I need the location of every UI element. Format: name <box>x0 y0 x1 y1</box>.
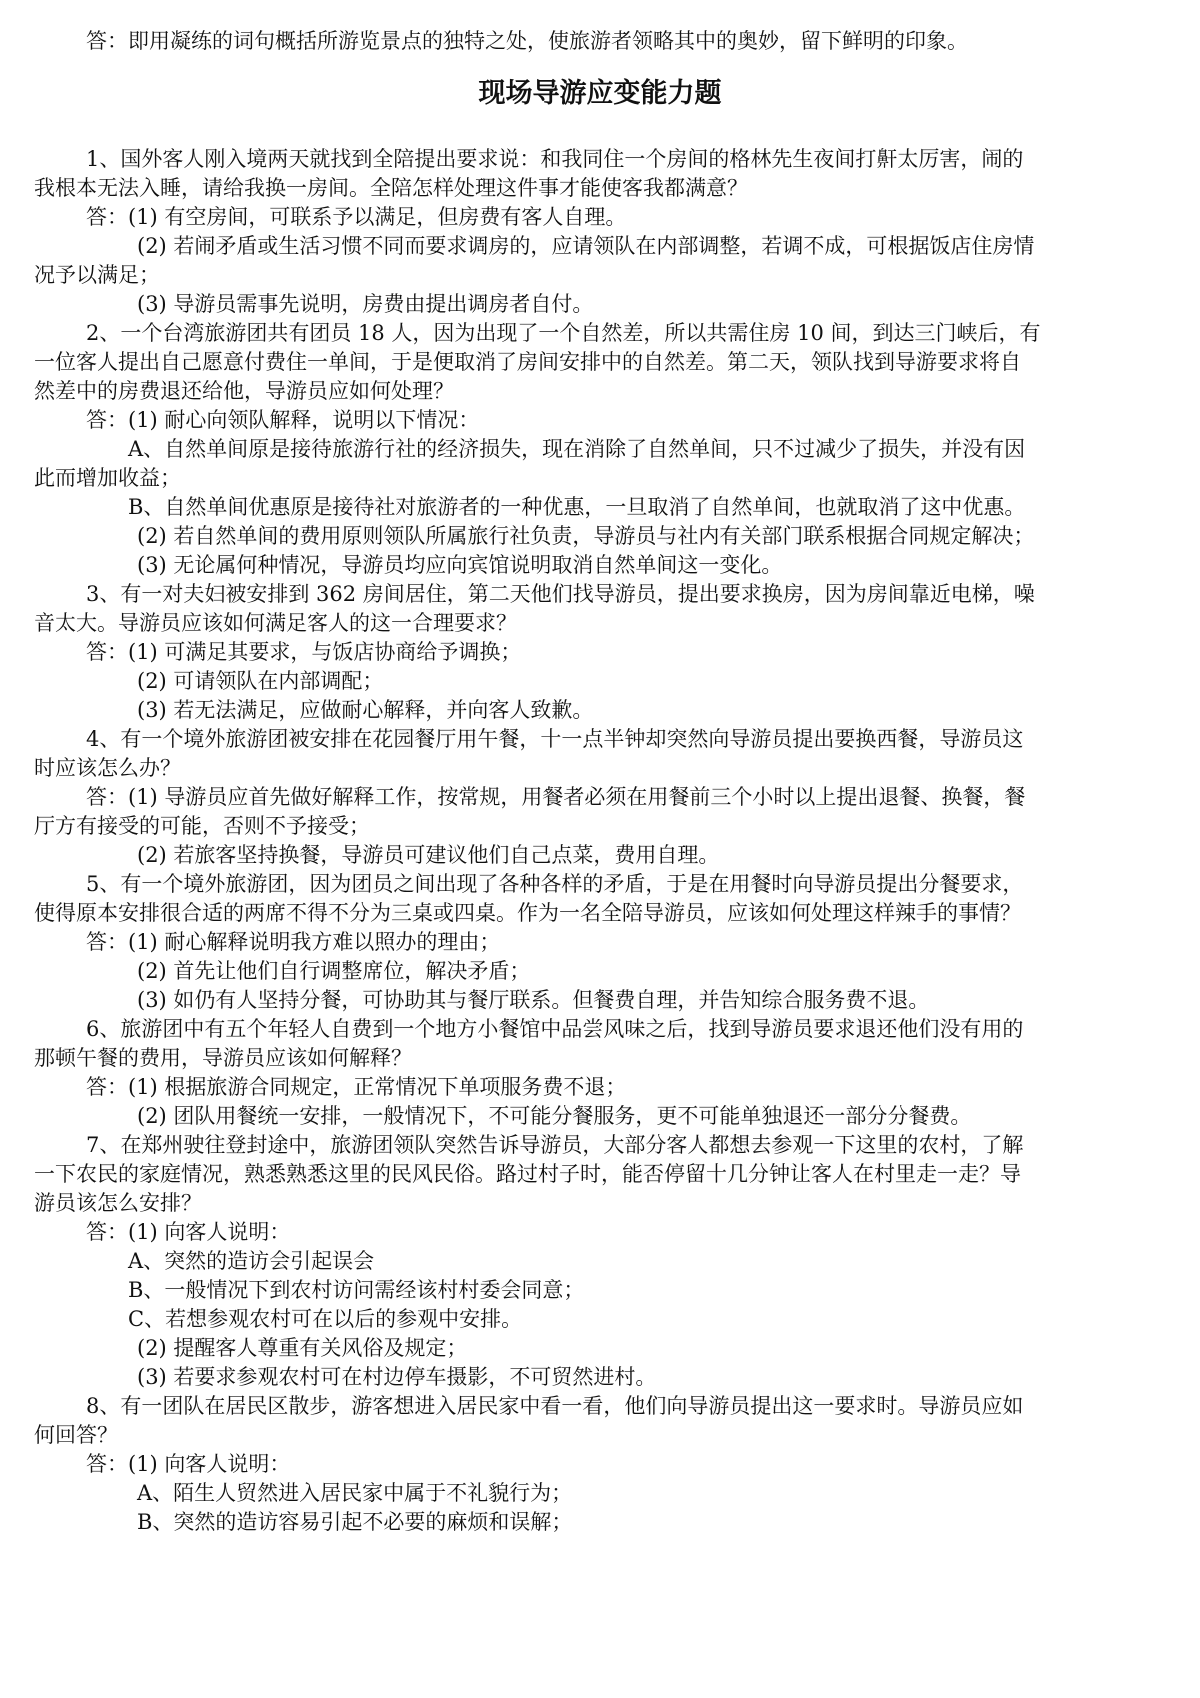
question-7-line-1: 7、在郑州驶往登封途中，旅游团领队突然告诉导游员，大部分客人都想去参观一下这里的农村，了解 <box>86 1133 1024 1157</box>
answer-3-item-3: (3) 若无法满足，应做耐心解释，并向客人致歉。 <box>137 698 594 722</box>
answer-3-item-2: (2) 可请领队在内部调配； <box>137 669 384 693</box>
answer-7-item-2: (2) 提醒客人尊重有关风俗及规定； <box>137 1336 468 1360</box>
question-8-line-1: 8、有一团队在居民区散步，游客想进入居民家中看一看，他们向导游员提出这一要求时。导游员应如 <box>86 1394 1024 1418</box>
answer-2-item-1b: B、自然单间优惠原是接待社对旅游者的一种优惠，一旦取消了自然单间，也就取消了这中优惠。 <box>128 495 1026 519</box>
question-7-line-2: 一下农民的家庭情况，熟悉熟悉这里的民风民俗。路过村子时，能否停留十几分钟让客人在村里走一走？导 <box>34 1162 1021 1186</box>
answer-6-item-2: (2) 团队用餐统一安排，一般情况下，不可能分餐服务，更不可能单独退还一部分分餐费。 <box>137 1104 972 1128</box>
answer-8-item-1a: A、陌生人贸然进入居民家中属于不礼貌行为； <box>137 1481 573 1505</box>
answer-2-item-3: (3) 无论属何种情况，导游员均应向宾馆说明取消自然单间这一变化。 <box>137 553 783 577</box>
question-2-line-3: 然差中的房费退还给他，导游员应如何处理？ <box>34 379 454 403</box>
intro-answer-line: 答：即用凝练的词句概括所游览景点的独特之处，使旅游者领略其中的奥妙，留下鲜明的印象。 <box>86 29 968 53</box>
answer-2-item-2: (2) 若自然单间的费用原则领队所属旅行社负责，导游员与社内有关部门联系根据合同规定解决； <box>137 524 1035 548</box>
question-3-line-1: 3、有一对夫妇被安排到 362 房间居住，第二天他们找导游员，提出要求换房，因为房间靠近电梯，噪 <box>86 582 1035 606</box>
question-5-line-1: 5、有一个境外旅游团，因为团员之间出现了各种各样的矛盾，于是在用餐时向导游员提出分餐要求， <box>86 872 1024 896</box>
question-1-line-1: 1、国外客人刚入境两天就找到全陪提出要求说：和我同住一个房间的格林先生夜间打鼾太厉害，闹的 <box>86 147 1024 171</box>
question-4-line-2: 时应该怎么办？ <box>34 756 181 780</box>
question-3-line-2: 音太大。导游员应该如何满足客人的这一合理要求？ <box>34 611 517 635</box>
answer-1-item-3: (3) 导游员需事先说明，房费由提出调房者自付。 <box>137 292 594 316</box>
answer-7-item-3: (3) 若要求参观农村可在村边停车摄影，不可贸然进村。 <box>137 1365 657 1389</box>
answer-7-item-1a: A、突然的造访会引起误会 <box>128 1249 375 1273</box>
answer-4-item-2: (2) 若旅客坚持换餐，导游员可建议他们自己点菜，费用自理。 <box>137 843 720 867</box>
question-8-line-2: 何回答？ <box>34 1423 118 1447</box>
answer-7-item-1b: B、一般情况下到农村访问需经该村村委会同意； <box>128 1278 585 1302</box>
question-1-line-2: 我根本无法入睡，请给我换一房间。全陪怎样处理这件事才能使客我都满意？ <box>34 176 748 200</box>
answer-2-item-1a: A、自然单间原是接待旅游行社的经济损失，现在消除了自然单间，只不过减少了损失，并没有因 <box>128 437 1026 461</box>
question-2-line-2: 一位客人提出自己愿意付费住一单间，于是便取消了房间安排中的自然差。第二天，领队找到导游要求将自 <box>34 350 1021 374</box>
question-4-line-1: 4、有一个境外旅游团被安排在花园餐厅用午餐，十一点半钟却突然向导游员提出要换西餐，导游员这 <box>86 727 1024 751</box>
answer-2-item-1: 答：(1) 耐心向领队解释，说明以下情况： <box>86 408 480 432</box>
answer-8-item-1: 答：(1) 向客人说明： <box>86 1452 291 1476</box>
section-title: 现场导游应变能力题 <box>478 78 722 109</box>
answer-5-item-1: 答：(1) 耐心解释说明我方难以照办的理由； <box>86 930 501 954</box>
question-5-line-2: 使得原本安排很合适的两席不得不分为三桌或四桌。作为一名全陪导游员，应该如何处理这样辣手的事情？ <box>34 901 1021 925</box>
answer-3-item-1: 答：(1) 可满足其要求，与饭店协商给予调换； <box>86 640 522 664</box>
answer-4-item-1: 答：(1) 导游员应首先做好解释工作，按常规，用餐者必须在用餐前三个小时以上提出退餐、换餐，餐 <box>86 785 1026 809</box>
answer-8-item-1b: B、突然的造访容易引起不必要的麻烦和误解； <box>137 1510 573 1534</box>
answer-1-item-2-cont: 况予以满足； <box>34 263 160 287</box>
answer-1-item-2: (2) 若闹矛盾或生活习惯不同而要求调房的，应请领队在内部调整，若调不成，可根据饭店住房情 <box>137 234 1035 258</box>
question-7-line-3: 游员该怎么安排？ <box>34 1191 202 1215</box>
question-6-line-2: 那顿午餐的费用，导游员应该如何解释？ <box>34 1046 412 1070</box>
answer-6-item-1: 答：(1) 根据旅游合同规定，正常情况下单项服务费不退； <box>86 1075 627 1099</box>
answer-1-item-1: 答：(1) 有空房间，可联系予以满足，但房费有客人自理。 <box>86 205 627 229</box>
answer-2-item-1a-cont: 此而增加收益； <box>34 466 181 490</box>
answer-5-item-2: (2) 首先让他们自行调整席位，解决矛盾； <box>137 959 531 983</box>
answer-7-item-1: 答：(1) 向客人说明： <box>86 1220 291 1244</box>
question-2-line-1: 2、一个台湾旅游团共有团员 18 人，因为出现了一个自然差，所以共需住房 10 间，到达三门峡后，有 <box>86 321 1041 345</box>
answer-5-item-3: (3) 如仍有人坚持分餐，可协助其与餐厅联系。但餐费自理，并告知综合服务费不退。 <box>137 988 930 1012</box>
answer-4-item-1-cont: 厅方有接受的可能，否则不予接受； <box>34 814 370 838</box>
question-6-line-1: 6、旅游团中有五个年轻人自费到一个地方小餐馆中品尝风味之后，找到导游员要求退还他们没有用的 <box>86 1017 1024 1041</box>
answer-7-item-1c: C、若想参观农村可在以后的参观中安排。 <box>128 1307 523 1331</box>
